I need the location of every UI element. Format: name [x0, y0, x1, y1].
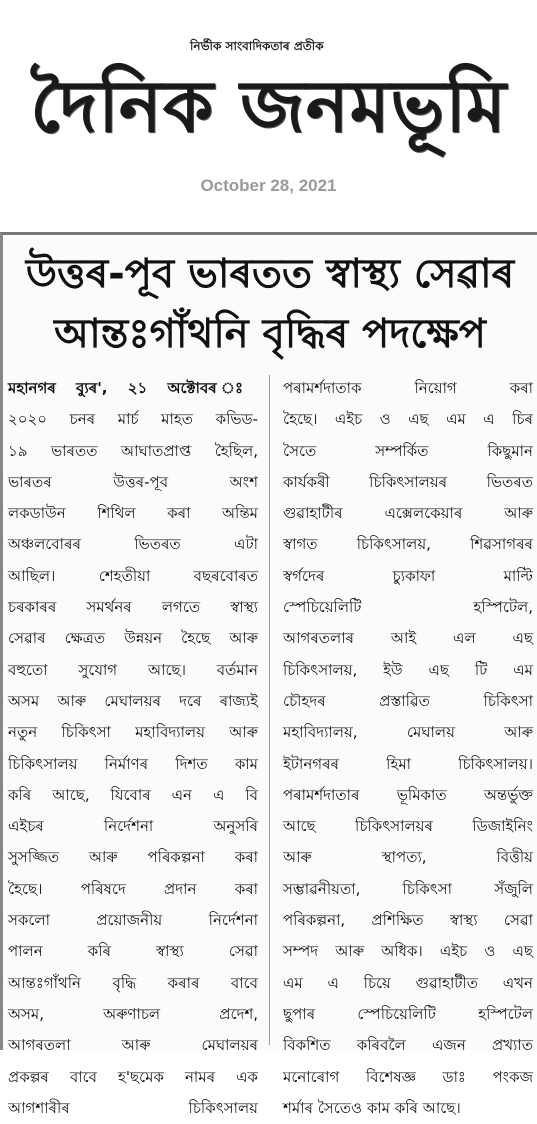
masthead-tagline: নিৰ্ভীক সাংবাদিকতাৰ প্ৰতীক	[190, 39, 324, 53]
body-line: হৈছে। পৰিষদে প্ৰদান কৰা	[8, 879, 258, 898]
body-line: ছুপাৰ স্পেচিয়েলিটি হস্পিটেল	[283, 1004, 533, 1023]
body-line: ভাৰতৰ উত্তৰ-পূব অংশ	[8, 472, 258, 491]
body-line: মনোৰোগ বিশেষজ্ঞ ডাঃ পংকজ	[283, 1067, 533, 1086]
body-line: আগৰতলা আৰু মেঘালয়ৰ	[8, 1036, 258, 1055]
body-line: এইচৰ নিৰ্দেশনা অনুসৰি	[8, 817, 258, 836]
publication-date: October 28, 2021	[200, 176, 337, 195]
body-line: আন্তঃগাঁথনি বৃদ্ধি কৰাৰ বাবে	[8, 973, 258, 992]
body-line: চিকিৎসালয়, ইউ এছ টি এম	[283, 660, 533, 679]
body-line: সৈতে সম্পৰ্কিত কিছুমান	[283, 441, 533, 460]
body-line: বহুতো সুযোগ আছে। বৰ্তমান	[8, 660, 258, 679]
body-line: স্বৰ্গদেৰ চ্যুকাফা মাল্টি	[283, 566, 533, 585]
body-line: গুৱাহাটীৰ এক্সেলকেয়াৰ আৰু	[283, 504, 533, 523]
body-line: অসম, অৰুণাচল প্ৰদেশ,	[8, 1004, 258, 1023]
body-line: পৰিকল্পনা, প্ৰশিক্ষিত স্বাস্থ্য সেৱা	[283, 911, 533, 930]
body-line: নতুন চিকিৎসা মহাবিদ্যালয় আৰু	[8, 723, 258, 742]
body-line: লকডাউন শিথিল কৰা অন্তিম	[8, 504, 258, 523]
body-line: সুসজ্জিত আৰু পৰিকল্পনা কৰা	[8, 848, 258, 867]
body-line: এম এ চিয়ে গুৱাহাটীত এখন	[283, 973, 533, 992]
body-line: স্বাগত চিকিৎসালয়, শিৱসাগৰৰ	[283, 535, 533, 554]
body-line: আগশাৰীৰ চিকিৎসালয়	[8, 1098, 258, 1117]
headline-line-2: আন্তঃগাঁথনি বৃদ্ধিৰ পদক্ষেপ	[54, 311, 486, 357]
body-line: পৰামৰ্শদাতাক নিয়োগ কৰা	[283, 379, 533, 397]
body-line: চৌহদৰ প্ৰস্তাৱিত চিকিৎসা	[283, 691, 533, 710]
body-line: পালন কৰি স্বাস্থ্য সেৱা	[8, 942, 258, 961]
body-line: চিকিৎসালয় নিৰ্মাণৰ দিশত কাম	[8, 754, 258, 773]
body-line: প্ৰকল্পৰ বাবে হ'ছমেক নামৰ এক	[8, 1067, 258, 1086]
headline-line-1: উত্তৰ-পূব ভাৰতত স্বাস্থ্য সেৱাৰ	[25, 251, 515, 297]
body-line: সম্পদ আৰু অধিক। এইচ ও এছ	[283, 942, 533, 961]
body-line: ২০২০ চনৰ মাৰ্চ মাহত কভিড-	[8, 410, 258, 429]
body-line: সেৱাৰ ক্ষেত্ৰত উন্নয়ন হৈছে আৰু	[8, 629, 258, 648]
body-line: আগৰতলাৰ আই এল এছ	[283, 629, 533, 648]
body-line: সকলো প্ৰয়োজনীয় নিৰ্দেশনা	[8, 911, 258, 930]
body-line: আৰু স্থাপত্য, বিত্তীয়	[283, 848, 533, 867]
body-line: বিকশিত কৰিবলৈ এজন প্ৰখ্যাত	[283, 1036, 533, 1055]
body-line: সম্ভাৱনীয়তা, চিকিৎসা সঁজুলি	[283, 879, 533, 898]
body-line: স্পেচিয়েলিটি হস্পিটেল,	[283, 598, 533, 617]
article-column-left	[8, 373, 258, 1117]
body-line: চৰকাৰৰ সমৰ্থনৰ লগতে স্বাস্থ্য	[8, 598, 258, 617]
body-line: কাৰ্যকৰী চিকিৎসালয়ৰ ভিতৰত	[283, 472, 533, 491]
body-line: হৈছে। এইচ ও এছ এম এ চিৰ	[283, 410, 533, 429]
body-line: কৰি আছে, যিবোৰ এন এ বি	[8, 785, 258, 804]
newspaper-name-logo: দৈনিক জনমভূমি	[30, 64, 507, 148]
body-line: আছে চিকিৎসালয়ৰ ডিজাইনিং	[283, 817, 533, 836]
body-line: পৰামৰ্শদাতাৰ ভূমিকাত অন্তৰ্ভুক্ত	[283, 785, 533, 804]
body-line: আছিল। শেহতীয়া বছৰবোৰত	[8, 566, 258, 585]
column-divider	[269, 375, 270, 1045]
masthead	[0, 0, 537, 232]
article-column-right	[283, 373, 533, 1117]
body-line: ১৯ ভাৰতত আঘাতপ্ৰাপ্ত হৈছিল,	[8, 441, 258, 460]
article-dateline: মহানগৰ ব্যুৰ', ২১ অক্টোবৰ ঃ	[8, 379, 258, 397]
article-clipping	[0, 232, 537, 1117]
body-line: শৰ্মাৰ সৈতেও কাম কৰি আছে।	[283, 1098, 461, 1117]
body-line: মহাবিদ্যালয়, মেঘালয় আৰু	[283, 723, 533, 742]
body-line: অঞ্চলবোৰৰ ভিতৰত এটা	[8, 535, 258, 554]
body-line: অসম আৰু মেঘালয়ৰ দৰে ৰাজ্যই	[8, 691, 258, 710]
body-line: ইটানগৰৰ হিমা চিকিৎসালয়।	[283, 754, 533, 773]
